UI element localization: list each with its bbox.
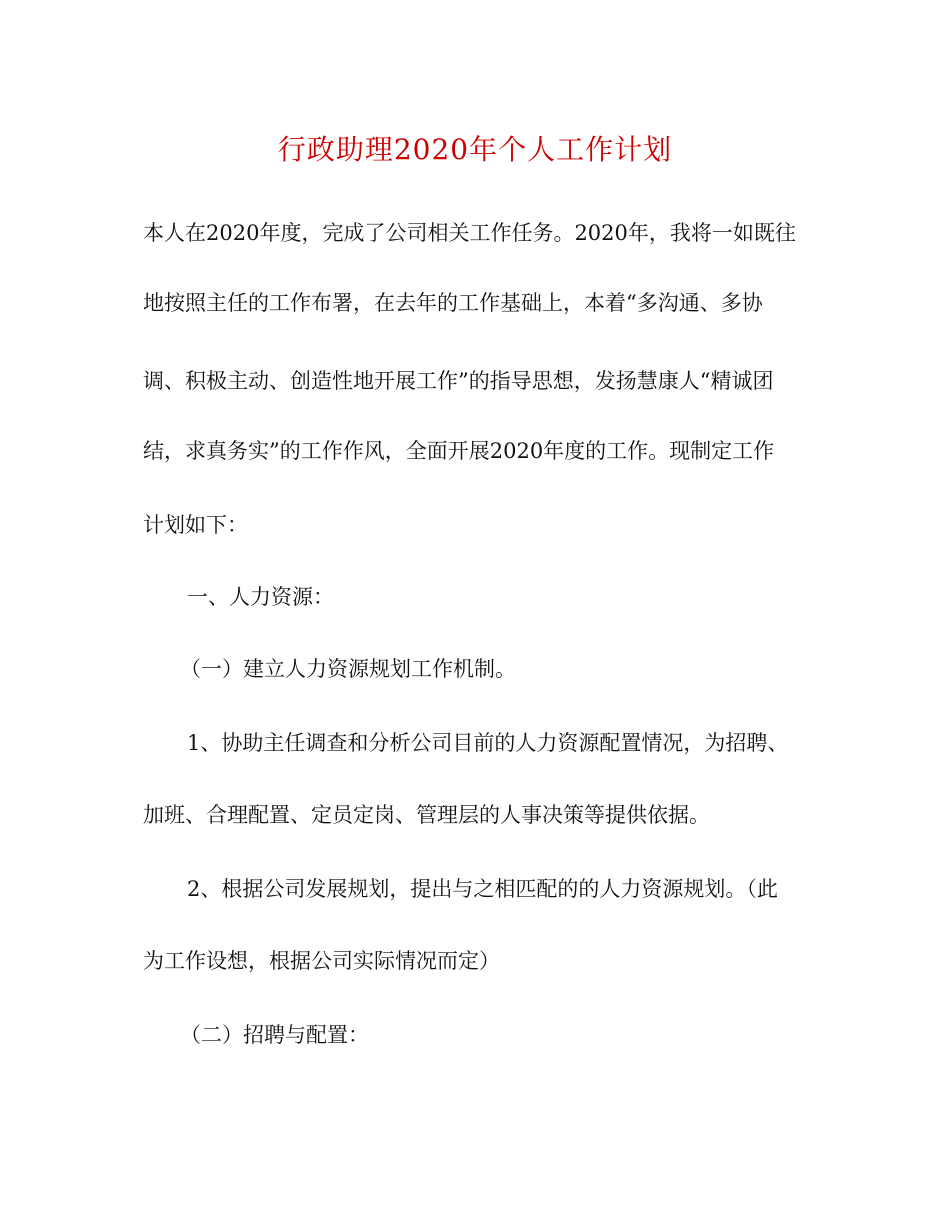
- paragraph-line: 结，求真务实”的工作作风，全面开展2020年度的工作。现制定工作: [143, 439, 775, 463]
- list-item-line: 为工作设想，根据公司实际情况而定）: [143, 949, 500, 973]
- paragraph-line: 计划如下：: [143, 513, 248, 537]
- list-item-line: 2、根据公司发展规划，提出与之相匹配的的人力资源规划。（此: [187, 877, 778, 901]
- paragraph-line: 本人在2020年度，完成了公司相关工作任务。2020年，我将一如既往: [143, 221, 796, 245]
- list-item-line: 加班、合理配置、定员定岗、管理层的人事决策等提供依据。: [143, 803, 710, 827]
- section-heading: 一、人力资源：: [187, 585, 334, 609]
- paragraph-line: 地按照主任的工作布署，在去年的工作基础上，本着“多沟通、多协: [143, 291, 763, 315]
- document-title: 行政助理2020年个人工作计划: [277, 133, 673, 166]
- subsection-heading: （二）招聘与配置：: [180, 1023, 369, 1047]
- paragraph-line: 调、积极主动、创造性地开展工作”的指导思想，发扬慧康人“精诚团: [143, 369, 774, 393]
- subsection-heading: （一）建立人力资源规划工作机制。: [180, 657, 516, 681]
- list-item-line: 1、协助主任调查和分析公司目前的人力资源配置情况，为招聘、: [187, 731, 789, 755]
